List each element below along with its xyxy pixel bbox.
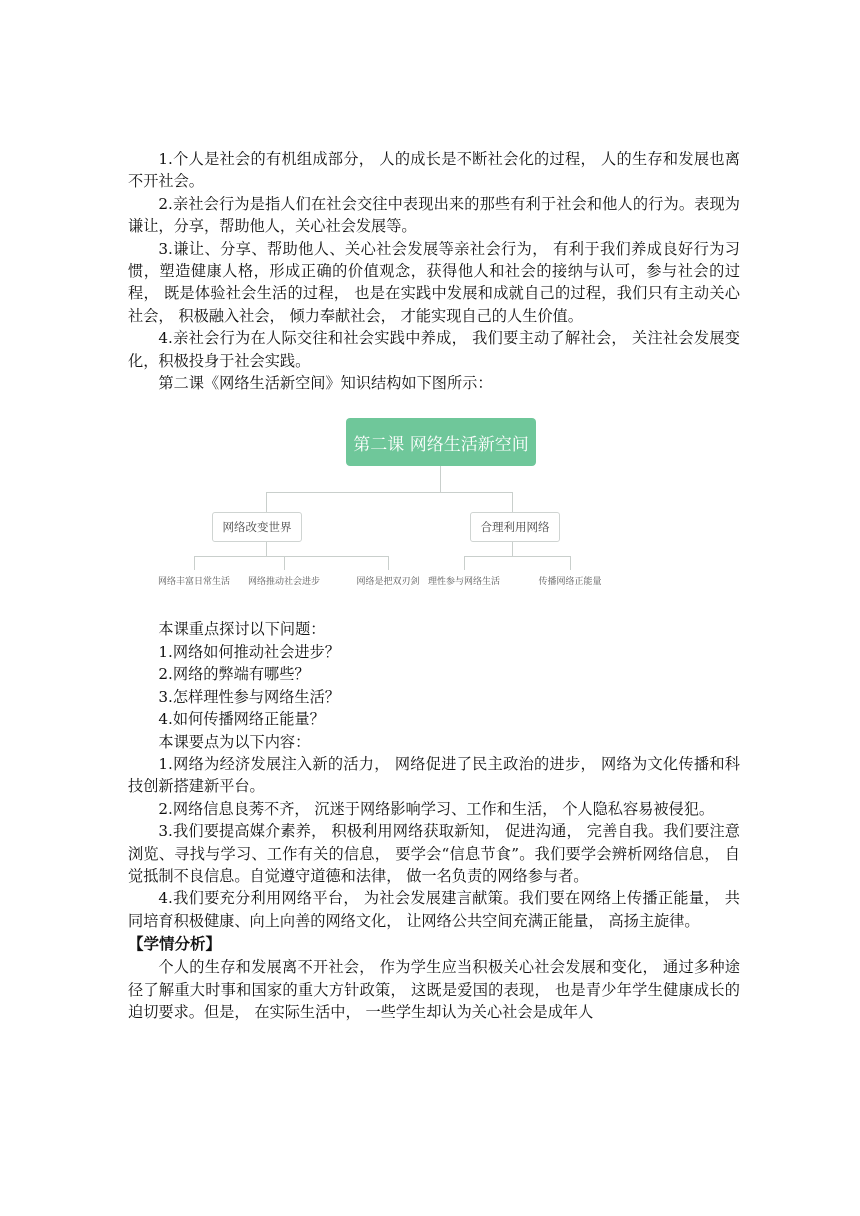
point-item: 4.我们要充分利用网络平台， 为社会发展建言献策。我们要在网络上传播正能量， 共同培育积极健康、向上向善的网络文化， 让网络公共空间充满正能量， 高扬主旋律。 <box>128 889 740 930</box>
connector-line <box>464 556 570 557</box>
paragraph-4: 4.亲社会行为在人际交往和社会实践中养成， 我们要主动了解社会， 关注社会发展变化，积极投身于社会实践。 <box>128 329 740 370</box>
connector-line <box>266 492 267 512</box>
connector-line <box>388 556 389 570</box>
point-item: 1.网络为经济发展注入新的活力， 网络促进了民主政治的进步， 网络为文化传播和科技创新搭建新平台。 <box>128 754 740 796</box>
point-item: 3.我们要提高媒介素养， 积极利用网络获取新知， 促进沟通， 完善自我。我们要注意浏览、寻找与学习、工作有关的信息， 要学会“信息节食”。我们要学会辨析网络信息， 自觉抵制不良信息。自觉遵守道德和法律， 做一名负责的网络参与者。 <box>128 822 740 885</box>
points-intro: 本课要点为以下内容： <box>158 732 311 751</box>
point-item: 2.网络信息良莠不齐， 沉迷于网络影响学习、工作和生活， 个人隐私容易被侵犯。 <box>158 799 715 818</box>
questions-intro: 本课重点探讨以下问题： <box>158 620 326 639</box>
diagram-branch-2: 合理利用网络 <box>470 512 560 542</box>
diagram-leaf: 网络推动社会进步 <box>247 577 321 588</box>
connector-line <box>512 542 513 556</box>
diagram-leaf: 理性参与网络生活 <box>427 577 501 588</box>
connector-line <box>570 556 571 570</box>
analysis-paragraph: 个人的生存和发展离不开社会， 作为学生应当积极关心社会发展和变化， 通过多种途径了解重大时事和国家的重大方针政策， 这既是爱国的表现， 也是青少年学生健康成长的迫切要求。但是， 在实际生活中， 一些学生却认为关心社会是成年人 <box>128 958 740 1021</box>
diagram-intro: 第二课《网络生活新空间》知识结构如下图所示： <box>158 374 493 393</box>
section-heading: 【学情分析】 <box>128 935 222 954</box>
connector-line <box>194 556 195 570</box>
connector-line <box>266 542 267 556</box>
paragraph-2: 2.亲社会行为是指人们在社会交往中表现出来的那些有利于社会和他人的行为。表现为谦让，分享，帮助他人，关心社会发展等。 <box>128 194 740 236</box>
paragraph-1: 1.个人是社会的有机组成部分， 人的成长是不断社会化的过程， 人的生存和发展也离不开社会。 <box>128 150 740 191</box>
document-body <box>128 148 740 1023</box>
question-item: 4.如何传播网络正能量？ <box>158 710 325 729</box>
diagram-branch-1: 网络改变世界 <box>212 512 302 542</box>
diagram-leaf: 传播网络正能量 <box>538 577 602 588</box>
knowledge-structure-diagram <box>157 402 694 612</box>
connector-line <box>284 556 285 570</box>
connector-line <box>266 492 512 493</box>
diagram-leaf: 网络丰富日常生活 <box>157 577 231 588</box>
paragraph-3: 3.谦让、分享、帮助他人、关心社会发展等亲社会行为， 有利于我们养成良好行为习惯，塑造健康人格，形成正确的价值观念，获得他人和社会的接纳与认可，参与社会的过程， 既是体验社会生活的过程， 也是在实践中发展和成就自己的过程，我们只有主动关心社会， 积极融入社会， 倾力奉献社会， 才能实现自己的人生价值。 <box>128 239 740 325</box>
connector-line <box>464 556 465 570</box>
connector-line <box>194 556 388 557</box>
question-item: 1.网络如何推动社会进步？ <box>158 642 340 661</box>
question-item: 2.网络的弊端有哪些？ <box>158 665 310 684</box>
connector-line <box>440 466 441 492</box>
question-item: 3.怎样理性参与网络生活？ <box>158 687 340 706</box>
connector-line <box>512 492 513 512</box>
diagram-root: 第二课 网络生活新空间 <box>346 418 536 466</box>
diagram-leaf: 网络是把双刃剑 <box>356 577 420 588</box>
